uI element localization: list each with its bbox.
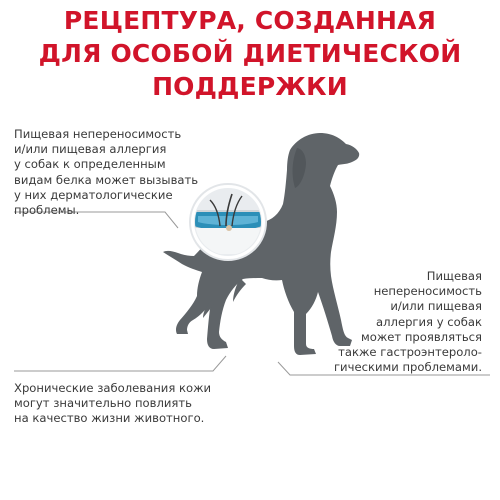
note-line: на качество жизни животного. (14, 411, 205, 426)
note-line: у собак к определенным (14, 157, 166, 172)
note-line: и/или пищевая аллергия (14, 142, 167, 157)
skin-cross-section-icon (190, 184, 266, 260)
headline-line-2: ДЛЯ ОСОБОЙ ДИЕТИЧЕСКОЙ (38, 39, 462, 68)
headline-line-3: ПОДДЕРЖКИ (152, 72, 348, 101)
note-line: проблемы. (14, 203, 80, 218)
note-line: видам белка может вызывать (14, 172, 199, 187)
callout-line-bottom (14, 356, 226, 371)
note-line: могут значительно повлиять (14, 396, 192, 411)
note-gastro-problems (334, 269, 482, 375)
note-line: непереносимость (373, 284, 482, 299)
note-line: может проявляться (360, 329, 482, 344)
note-line: у них дерматологические (14, 187, 173, 202)
note-chronic-skin (14, 381, 211, 427)
note-skin-problems (14, 127, 198, 218)
note-line: Пищевая (426, 269, 482, 283)
note-line: Хронические заболевания кожи (14, 381, 212, 395)
note-line: аллергия у собак (376, 314, 482, 329)
note-line: и/или пищевая (390, 299, 482, 314)
note-line: Пищевая непереносимость (14, 127, 182, 141)
headline-line-1: РЕЦЕПТУРА, СОЗДАННАЯ (63, 6, 437, 35)
note-line: также гастроэнтероло- (338, 345, 482, 360)
note-line: гическими проблемами. (333, 360, 482, 375)
